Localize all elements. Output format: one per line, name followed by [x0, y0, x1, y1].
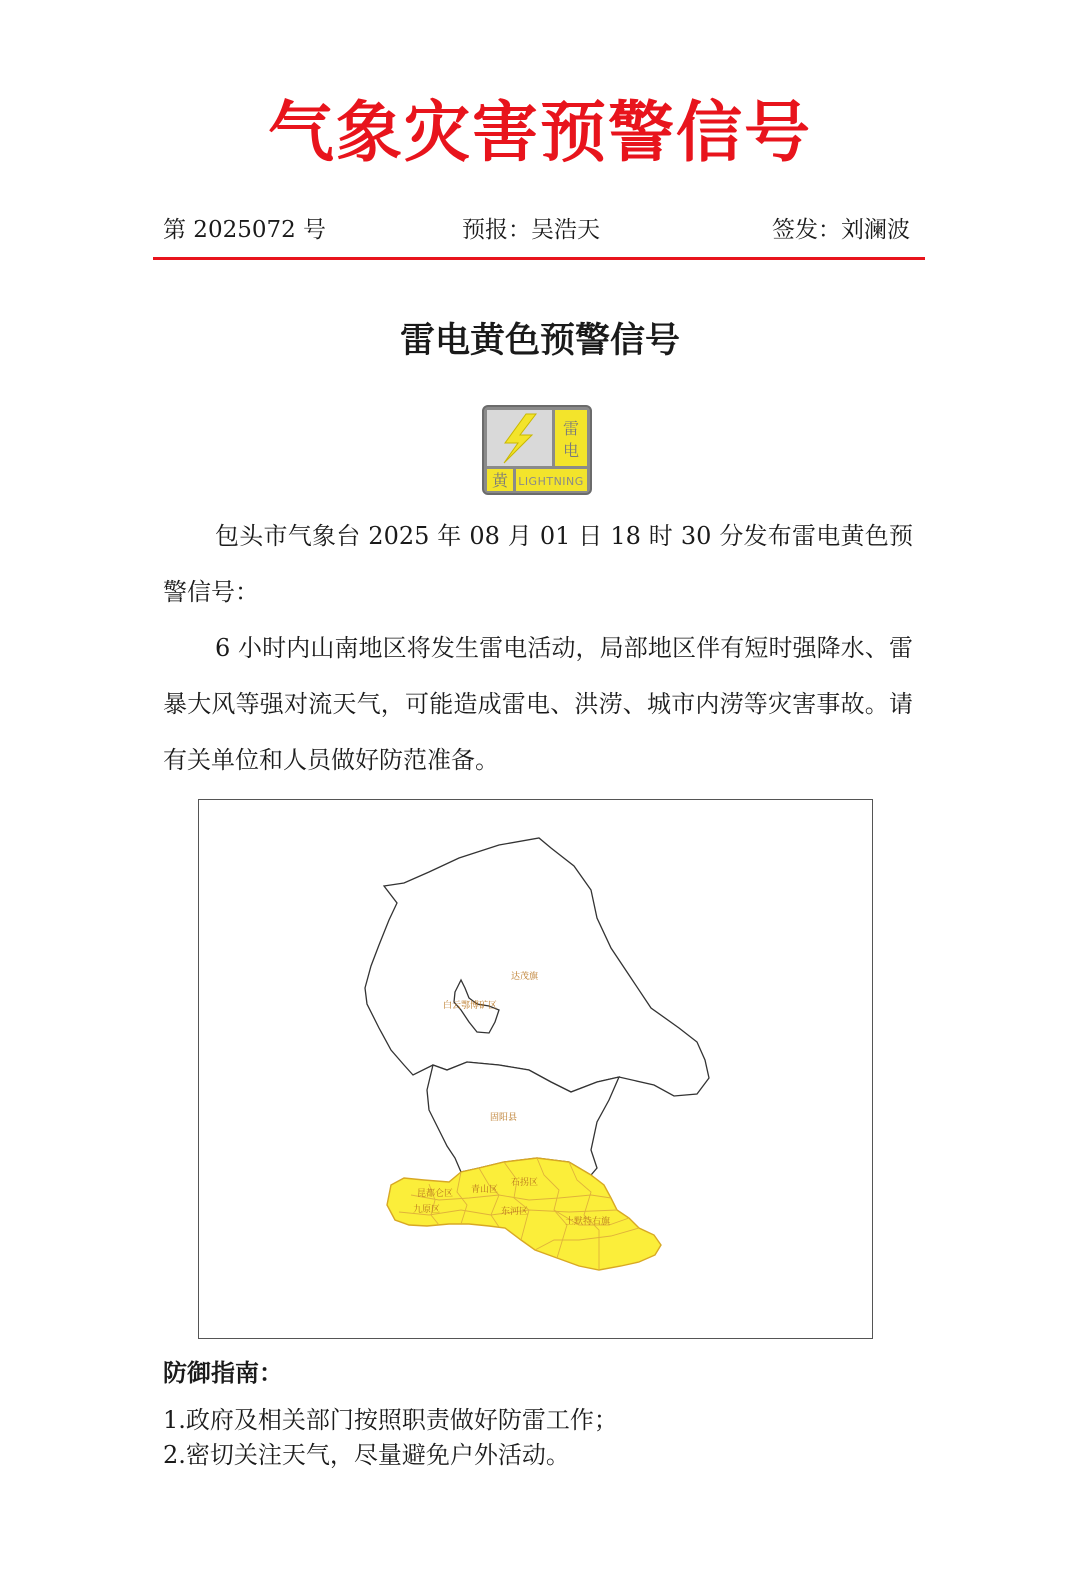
icon-english: LIGHTNING: [518, 475, 584, 488]
lightning-warning-icon: [482, 405, 592, 495]
defense-guide-item-1: 1.政府及相关部门按照职责做好防雷工作；: [163, 1406, 618, 1434]
map-label-tumote: 土默特右旗: [565, 1217, 611, 1227]
document-number: 第 2025072 号: [163, 217, 327, 243]
map-label-shiguai: 石拐区: [511, 1178, 539, 1188]
map-label-kundulun: 昆都仑区: [417, 1189, 454, 1199]
icon-char-bottom: 电: [562, 441, 580, 460]
map-label-qingshan: 青山区: [471, 1185, 499, 1195]
icon-char-top: 雷: [562, 419, 580, 438]
map-label-jiuyuan: 九原区: [413, 1205, 441, 1215]
document-title: 气象灾害预警信号: [268, 93, 812, 171]
map-label-donghe: 东河区: [501, 1207, 529, 1217]
icon-level-char: 黄: [491, 471, 509, 490]
issuance-paragraph: 包头市气象台 2025 年 08 月 01 日 18 时 30 分发布雷电黄色预警信号：: [163, 522, 913, 606]
warning-detail-paragraph: 6 小时内山南地区将发生雷电活动，局部地区伴有短时强降水、雷暴大风等强对流天气，可能造成雷电、洪涝、城市内涝等灾害事故。请有关单位和人员做好防范准备。: [163, 634, 913, 774]
map-label-guyang: 固阳县: [490, 1113, 518, 1123]
map-label-baiyun: 白云鄂博矿区: [443, 1001, 498, 1011]
issuer: 签发：刘澜波: [772, 217, 910, 243]
defense-guide-item-2: 2.密切关注天气，尽量避免户外活动。: [163, 1441, 570, 1469]
defense-guide-title: 防御指南：: [163, 1358, 283, 1387]
warning-title: 雷电黄色预警信号: [399, 320, 680, 361]
warning-area-map: [198, 799, 873, 1339]
forecaster: 预报：吴浩天: [462, 217, 600, 243]
map-label-damao: 达茂旗: [511, 972, 539, 982]
header-divider: [153, 257, 925, 260]
map-region-damao: [365, 838, 709, 1096]
